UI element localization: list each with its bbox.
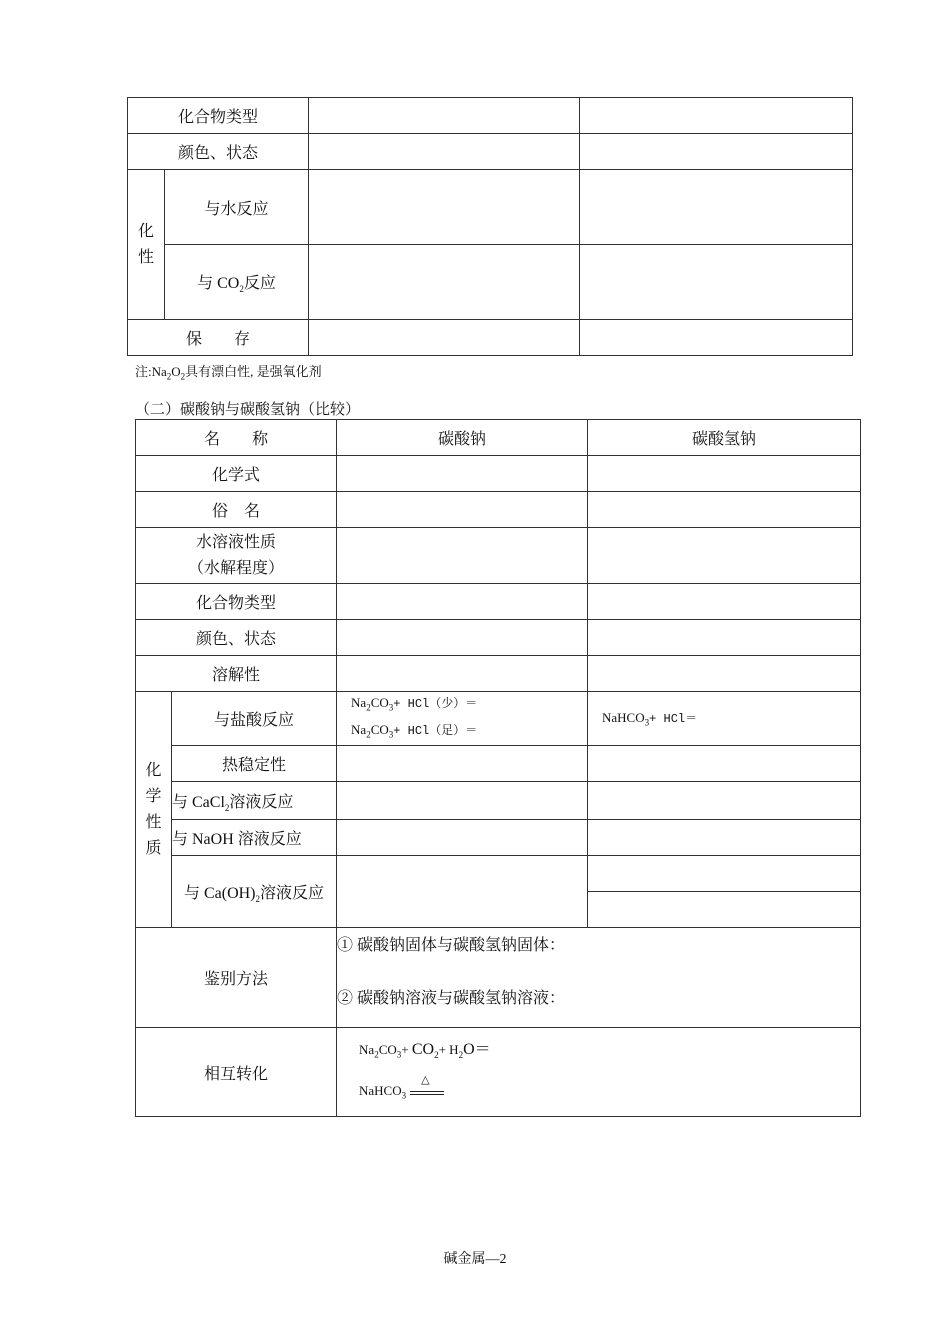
cell-empty bbox=[309, 98, 580, 134]
identify-method-1: ① 碳酸钠固体与碳酸氢钠固体： bbox=[337, 937, 566, 955]
row-label-with-hcl: 与盐酸反应 bbox=[172, 692, 337, 746]
row-label-color-state: 颜色、状态 bbox=[128, 134, 309, 170]
cell-empty bbox=[337, 456, 588, 492]
cell-empty bbox=[337, 620, 588, 656]
delta-icon: △ bbox=[421, 1073, 430, 1086]
row-label-storage: 保 存 bbox=[128, 320, 309, 356]
row-group-chem-props bbox=[128, 170, 165, 320]
nahco3-hcl-equation: NaHCO$_3$+ HCl＝ bbox=[588, 692, 861, 746]
row-label-convert: 相互转化 bbox=[136, 1028, 337, 1117]
row-label-with-cacl2: 与 CaCl$_2$溶液反应 bbox=[172, 782, 337, 820]
cell-empty bbox=[588, 820, 861, 856]
row-label-with-naoh: 与 NaOH 溶液反应 bbox=[172, 820, 337, 856]
row-label-thermal: 热稳定性 bbox=[172, 746, 337, 782]
cell-empty bbox=[337, 656, 588, 692]
cell-empty bbox=[337, 492, 588, 528]
row-label-solubility: 溶解性 bbox=[136, 656, 337, 692]
row-label-formula: 化学式 bbox=[136, 456, 337, 492]
cell-empty bbox=[588, 892, 861, 928]
cell-empty bbox=[309, 134, 580, 170]
header-name: 名 称 bbox=[136, 420, 337, 456]
row-label-identify: 鉴别方法 bbox=[136, 928, 337, 1028]
cell-empty bbox=[588, 856, 861, 892]
cell-empty bbox=[588, 492, 861, 528]
cell-empty bbox=[588, 584, 861, 620]
cell-empty bbox=[588, 456, 861, 492]
cell-empty bbox=[580, 245, 853, 320]
cell-empty bbox=[337, 584, 588, 620]
cell-empty bbox=[580, 170, 853, 245]
cell-empty bbox=[337, 746, 588, 782]
header-na2co3: 碳酸钠 bbox=[337, 420, 588, 456]
row-label-with-co2: 与 $CO_2$反应 bbox=[165, 245, 309, 320]
identify-methods bbox=[337, 928, 861, 1028]
header-nahco3: 碳酸氢钠 bbox=[588, 420, 861, 456]
row-label-color-state: 颜色、状态 bbox=[136, 620, 337, 656]
cell-empty bbox=[309, 170, 580, 245]
chem-char: 化 bbox=[137, 222, 154, 240]
cell-empty bbox=[580, 320, 853, 356]
convert-line-2: NaHCO$_3$ △ bbox=[359, 1082, 860, 1101]
na2co3-hcl-equations: $Na_2CO_3+ HCl$（少）＝ $Na_2CO_3+ HCl$（足）＝ bbox=[337, 692, 588, 746]
row-label-with-caoh2: 与 $Ca(OH)_2$溶液反应 bbox=[172, 856, 337, 928]
row-label-with-water: 与水反应 bbox=[165, 170, 309, 245]
chem-char: 性 bbox=[137, 248, 154, 266]
row-label-common-name: 俗 名 bbox=[136, 492, 337, 528]
cell-empty bbox=[337, 856, 588, 928]
page-footer: 碱金属—2 bbox=[443, 1252, 507, 1267]
cell-empty bbox=[588, 746, 861, 782]
convert-line-1: $Na_2CO_3+ CO_2+ H_2O=$ bbox=[359, 1041, 491, 1061]
identify-method-2: ② 碳酸钠溶液与碳酸氢钠溶液： bbox=[337, 990, 566, 1008]
row-group-chem-props: 化 学 性 质 bbox=[136, 692, 172, 928]
cell-empty bbox=[588, 656, 861, 692]
cell-empty bbox=[337, 528, 588, 584]
cell-empty bbox=[337, 782, 588, 820]
cell-empty bbox=[580, 98, 853, 134]
cell-empty bbox=[588, 782, 861, 820]
row-label-aq-prop: 水溶液性质 （水解程度） bbox=[136, 528, 337, 584]
note-text: 注$:Na_2O_2$具有漂白性, 是强氧化剂 bbox=[135, 364, 322, 382]
row-label-compound-type: 化合物类型 bbox=[128, 98, 309, 134]
section-title: （二）碳酸钠与碳酸氢钠（比较） bbox=[135, 402, 361, 418]
cell-empty bbox=[309, 320, 580, 356]
cell-empty bbox=[337, 820, 588, 856]
row-label-compound-type: 化合物类型 bbox=[136, 584, 337, 620]
convert-equations bbox=[337, 1028, 861, 1117]
peroxide-comparison-table bbox=[127, 97, 853, 356]
cell-empty bbox=[588, 528, 861, 584]
cell-empty bbox=[588, 620, 861, 656]
heat-arrow bbox=[410, 1073, 444, 1099]
carbonate-comparison-table bbox=[135, 419, 861, 1117]
cell-empty bbox=[580, 134, 853, 170]
cell-empty bbox=[309, 245, 580, 320]
